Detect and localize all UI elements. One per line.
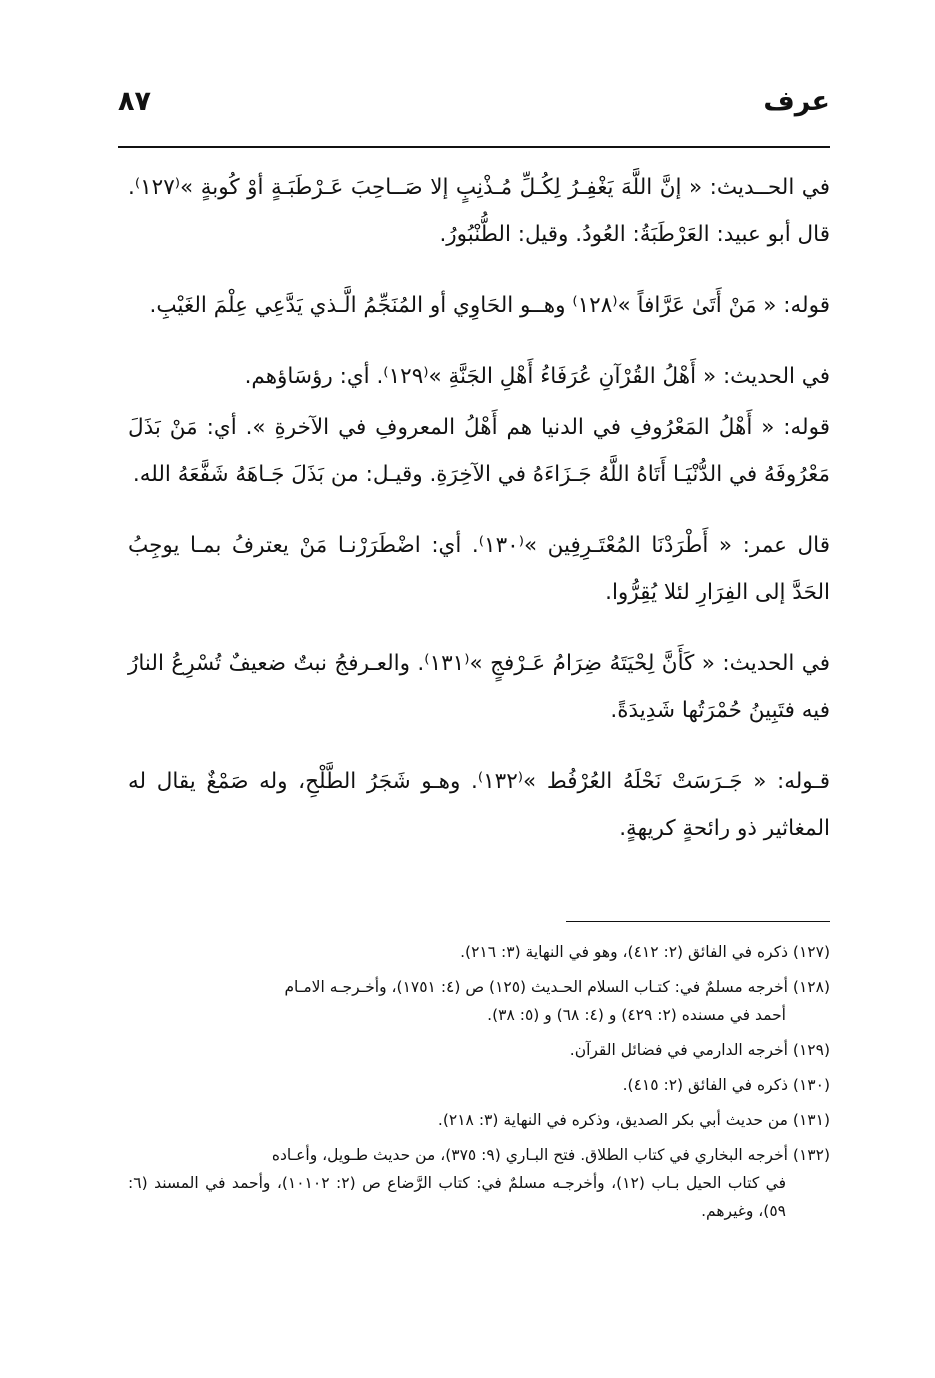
footnote-text: (١٣١) من حديث أبي بكر الصديق، وذكره في النهاية (٣: ٢١٨). bbox=[437, 1111, 830, 1129]
footnote bbox=[128, 1106, 830, 1134]
footnote bbox=[128, 938, 830, 966]
footnote-continuation: أحمد في مسنده (٢: ٤٢٩) و (٤: ٦٨) و (٥: ٣٨). bbox=[487, 1006, 786, 1024]
footnotes bbox=[128, 938, 830, 1232]
page-number: ٨٧ bbox=[118, 86, 151, 117]
footnote bbox=[128, 1141, 830, 1225]
footnote-text: (١٢٧) ذكره في الفائق (٢: ٤١٢)، وهو في النهاية (٣: ٢١٦). bbox=[460, 943, 830, 961]
header-rule bbox=[118, 146, 830, 148]
entry-paragraph: قال عمر: « أَطْرَدْنَا المُعْتَـرِفِين »⁽١٣٠⁾. أي: اضْطَرَرْنـا مَنْ يعترفُ بمـا يوجِبُ الحَدَّ إلى الفِرَارِ لئلا يُقِرُّوا. bbox=[128, 533, 830, 605]
footnote-separator bbox=[566, 921, 830, 922]
footnote-text: (١٣٢) أخرجه البخاري في كتاب الطلاق. فتح البـاري (٩: ٣٧٥)، من حديث طـويل، وأعـاده bbox=[271, 1146, 830, 1164]
entry-paragraph: في الحديث: « كَأَنَّ لِحْيَتَهُ ضِرَامُ عَـرْفجٍ »⁽١٣١⁾. والعـرفجُ نبتٌ ضعيفٌ تُسْرِعُ النارُ فيه فتَبِينُ حُمْرَتُها شَدِيدَةً. bbox=[128, 651, 831, 723]
footnote bbox=[128, 973, 830, 1029]
footnote bbox=[128, 1036, 830, 1064]
running-title: عرف bbox=[763, 86, 830, 117]
footnote bbox=[128, 1071, 830, 1099]
entry-paragraph: في الحــديث: « إنَّ اللَّهَ يَغْفِـرُ لِكُـلِّ مُـذْنِبٍ إلا صَــاحِبَ عَـرْطَبَـةٍ أوْ كُوبةٍ »⁽١٢٧⁾. قال أبو عبيد: العَرْطَبَةُ: العُودُ. وقيل: الطُّنْبُورُ. bbox=[128, 175, 830, 247]
page-header bbox=[118, 84, 830, 134]
entry-paragraph: في الحديث: « أَهْلُ القُرْآنِ عُرَفَاءُ أَهْلِ الجَنَّةِ »⁽١٢٩⁾. أي: رؤسَاؤهم. bbox=[244, 364, 830, 389]
main-text bbox=[128, 164, 830, 852]
footnote-text: (١٢٩) أخرجه الدارمي في فضائل القرآن. bbox=[569, 1041, 830, 1059]
footnote-text: (١٣٠) ذكره في الفائق (٢: ٤١٥). bbox=[622, 1076, 830, 1094]
footnote-continuation: في كتاب الحيل بـاب (١٢)، وأخرجـه مسلمٌ في: كتاب الرَّضاع ص (٢: ١٠١٠٢)، وأحمد في المسند (٦: ٥٩)، وغيرهم. bbox=[128, 1174, 786, 1220]
entry-paragraph: قـوله: « جَـرَسَتْ نَحْلَهُ العُرْفُط »⁽١٣٢⁾. وهـو شَجَرُ الطَّلْحِ، وله صَمْغٌ يقال له المغاثير ذو رائحةٍ كريهةٍ. bbox=[128, 769, 830, 841]
footnote-text: (١٢٨) أخرجه مسلمٌ في: كتـاب السلام الحـديث (١٢٥) ص (٤: ١٧٥١)، وأخـرجـه الامـام bbox=[284, 978, 830, 996]
entry-paragraph: قوله: « مَنْ أَتَىٰ عَرَّافاً »⁽١٢٨⁾ وهــو الحَاوِي أو المُنَجِّمُ الَّـذي يَدَّعِي عِلْمَ الغَيْبِ. bbox=[149, 293, 830, 318]
entry-paragraph: قوله: « أَهْلُ المَعْرُوفِ في الدنيا هم أَهْلُ المعروفِ في الآخرةِ ». أي: مَنْ بَذَلَ مَعْرُوفَهُ في الدُّنْيَـا أَتَاهُ اللَّهُ جَـزَاءَهُ في الآخِرَةِ. وقيـل: من بَذَلَ جَـاهَهُ شَفَّعَهُ الله. bbox=[128, 415, 830, 487]
